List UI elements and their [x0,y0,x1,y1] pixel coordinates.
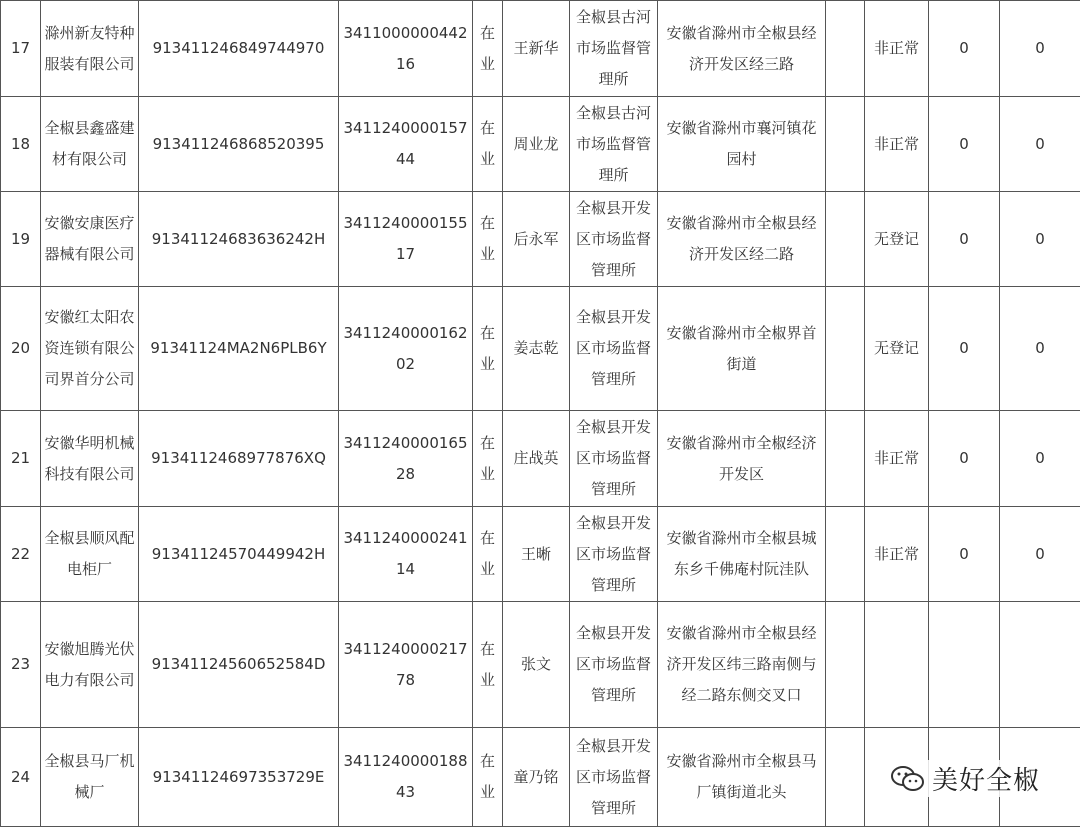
credit-code: 913411246868520395 [139,97,339,192]
legal-representative: 王新华 [503,1,570,97]
business-status: 在业 [473,97,503,192]
table-row [1,97,1080,192]
business-status: 在业 [473,602,503,728]
registration-number: 341124000021778 [339,602,473,728]
registration-number: 341124000016202 [339,287,473,411]
row-number: 18 [1,97,41,192]
value-1 [929,602,1000,728]
value-2: 0 [1000,411,1080,507]
table-row [1,1,1080,97]
registration-number: 341124000016528 [339,411,473,507]
table-row [1,411,1080,507]
registration-number: 341124000015744 [339,97,473,192]
table-row [1,602,1080,728]
value-1: 0 [929,1,1000,97]
business-status: 在业 [473,728,503,827]
row-number: 20 [1,287,41,411]
row-number: 24 [1,728,41,827]
registration-number: 341124000015517 [339,192,473,287]
address: 安徽省滁州市全椒县经济开发区经三路 [658,1,826,97]
blank-cell [826,192,865,287]
company-name: 全椒县顺风配电柜厂 [41,507,139,602]
row-number: 19 [1,192,41,287]
table-body [1,1,1080,827]
credit-code: 91341124570449942H [139,507,339,602]
value-2: 0 [1000,1,1080,97]
table-row [1,287,1080,411]
value-2 [1000,602,1080,728]
annual-report-status: 非正常 [865,411,929,507]
annual-report-status [865,602,929,728]
watermark-text: 美好全椒 [931,766,1040,796]
credit-code: 91341124683636242H [139,192,339,287]
company-name: 安徽旭腾光伏电力有限公司 [41,602,139,728]
annual-report-status: 无登记 [865,192,929,287]
row-number: 23 [1,602,41,728]
company-name: 安徽红太阳农资连锁有限公司界首分公司 [41,287,139,411]
business-status: 在业 [473,1,503,97]
registration-authority: 全椒县开发区市场监督管理所 [570,411,658,507]
value-2: 0 [1000,287,1080,411]
registration-authority: 全椒县古河市场监督管理所 [570,97,658,192]
row-number: 21 [1,411,41,507]
annual-report-status: 非正常 [865,97,929,192]
business-status: 在业 [473,287,503,411]
blank-cell [826,287,865,411]
address: 安徽省滁州市全椒界首街道 [658,287,826,411]
company-name: 安徽安康医疗器械有限公司 [41,192,139,287]
table-row [1,192,1080,287]
blank-cell [826,602,865,728]
row-number: 22 [1,507,41,602]
value-2: 0 [1000,507,1080,602]
blank-cell [826,97,865,192]
row-number: 17 [1,1,41,97]
value-1: 0 [929,411,1000,507]
watermark [884,760,1046,797]
credit-code: 91341124560652584D [139,602,339,728]
value-1: 0 [929,287,1000,411]
address: 安徽省滁州市全椒县经济开发区纬三路南侧与经二路东侧交叉口 [658,602,826,728]
value-2: 0 [1000,97,1080,192]
company-name: 安徽华明机械科技有限公司 [41,411,139,507]
business-status: 在业 [473,507,503,602]
company-name: 全椒县马厂机械厂 [41,728,139,827]
address: 安徽省滁州市全椒经济开发区 [658,411,826,507]
registration-authority: 全椒县开发区市场监督管理所 [570,507,658,602]
annual-report-status: 非正常 [865,507,929,602]
registration-authority: 全椒县开发区市场监督管理所 [570,287,658,411]
registration-number: 341124000024114 [339,507,473,602]
annual-report-status: 无登记 [865,287,929,411]
credit-code: 9134112468977876XQ [139,411,339,507]
business-status: 在业 [473,192,503,287]
blank-cell [826,728,865,827]
credit-code: 913411246849744970 [139,1,339,97]
legal-representative: 王晰 [503,507,570,602]
company-name: 全椒县鑫盛建材有限公司 [41,97,139,192]
address: 安徽省滁州市全椒县马厂镇街道北头 [658,728,826,827]
address: 安徽省滁州市襄河镇花园村 [658,97,826,192]
registration-authority: 全椒县开发区市场监督管理所 [570,728,658,827]
annual-report-status: 非正常 [865,1,929,97]
credit-code: 91341124697353729E [139,728,339,827]
blank-cell [826,507,865,602]
blank-cell [826,411,865,507]
address: 安徽省滁州市全椒县经济开发区经二路 [658,192,826,287]
table-row [1,507,1080,602]
value-1: 0 [929,507,1000,602]
legal-representative: 周业龙 [503,97,570,192]
registration-number: 341124000018843 [339,728,473,827]
wechat-icon [890,764,926,794]
legal-representative: 张文 [503,602,570,728]
registration-number: 341100000044216 [339,1,473,97]
legal-representative: 童乃铭 [503,728,570,827]
legal-representative: 后永军 [503,192,570,287]
registration-authority: 全椒县开发区市场监督管理所 [570,192,658,287]
value-1: 0 [929,192,1000,287]
blank-cell [826,1,865,97]
value-2: 0 [1000,192,1080,287]
company-name: 滁州新友特种服装有限公司 [41,1,139,97]
value-1: 0 [929,97,1000,192]
credit-code: 91341124MA2N6PLB6Y [139,287,339,411]
address: 安徽省滁州市全椒县城东乡千佛庵村阮洼队 [658,507,826,602]
registration-authority: 全椒县古河市场监督管理所 [570,1,658,97]
legal-representative: 庄战英 [503,411,570,507]
business-status: 在业 [473,411,503,507]
registration-authority: 全椒县开发区市场监督管理所 [570,602,658,728]
legal-representative: 姜志乾 [503,287,570,411]
